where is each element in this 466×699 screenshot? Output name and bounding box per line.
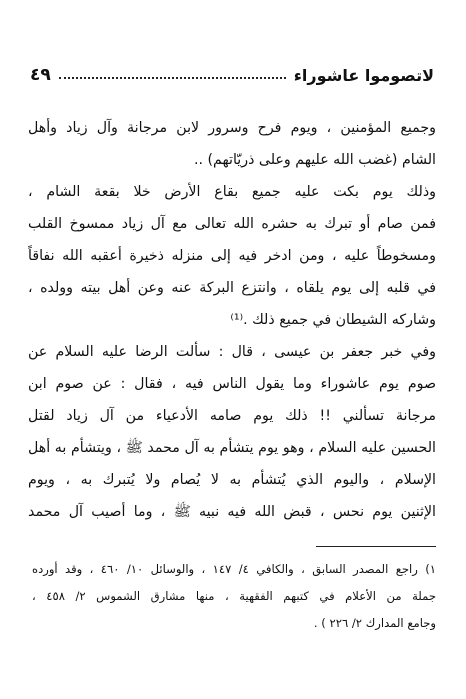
header-title: لاتصوموا عاشوراء	[293, 65, 434, 85]
header-dotted-leader	[59, 77, 286, 79]
footnote-line: وجامع المدارك ٢/ ٢٢٦ ) .	[313, 616, 436, 630]
text-line: الحسين عليه السلام ، وهو يوم يتشأم به آل محمد ﷺ ، ويتشأم به أهل	[28, 440, 436, 456]
main-text	[28, 112, 436, 528]
text-line: وفي خبر جعفر بن عيسى ، قال : سألت الرضا عليه السلام عن	[28, 344, 436, 360]
footnotes	[32, 556, 436, 637]
running-header	[30, 62, 434, 88]
text-line: وجميع المؤمنين ، ويوم فرح وسرور لابن مرجانة وآل زياد وأهل	[28, 120, 436, 136]
text-line: فمن صام أو تبرك به حشره الله تعالى مع آل زياد ممسوخ القلب	[28, 216, 436, 232]
text-line: في قلبه إلى يوم يلقاه ، وانتزع البركة عنه وعن أهل بيته وولده ،	[28, 280, 436, 296]
text-line: ومسخوطاً عليه ، ومن ادخر فيه إلى منزله ذخيرة أعقبه الله نفاقاً	[28, 248, 436, 264]
footnote-line: جملة من الأعلام في كتبهم الفقهية ، منها مشارق الشموس ٢/ ٤٥٨ ،	[32, 589, 436, 603]
footnote-separator	[316, 546, 436, 547]
text-line: الإسلام ، واليوم الذي يُتشأم به لا يُصام ولا يُتبرك به ، ويوم	[28, 472, 436, 488]
text-line: صوم يوم عاشوراء وما يقول الناس فيه ، فقال : عن صوم ابن	[28, 376, 436, 392]
text-line: الشام (غضب الله عليهم وعلى ذريّاتهم) ..	[193, 152, 436, 168]
page-number: ٤٩	[30, 65, 51, 85]
text-line: وشاركه الشيطان في جميع ذلك .⁽¹⁾	[230, 312, 436, 328]
footnote-line: ١) راجع المصدر السابق ، والكافي ٤/ ١٤٧ ، والوسائل ١٠/ ٤٦٠ ، وقد أورده	[32, 562, 436, 576]
text-line: وذلك يوم بكت عليه جميع بقاع الأرض خلا بقعة الشام ،	[28, 184, 436, 200]
text-line: مرجانة تسألني !! ذلك يوم صامه الأدعياء من آل زياد لقتل	[28, 408, 436, 424]
text-line: الإثنين يوم نحس ، قبض الله فيه نبيه ﷺ ، وما أصيب آل محمد	[28, 504, 436, 520]
